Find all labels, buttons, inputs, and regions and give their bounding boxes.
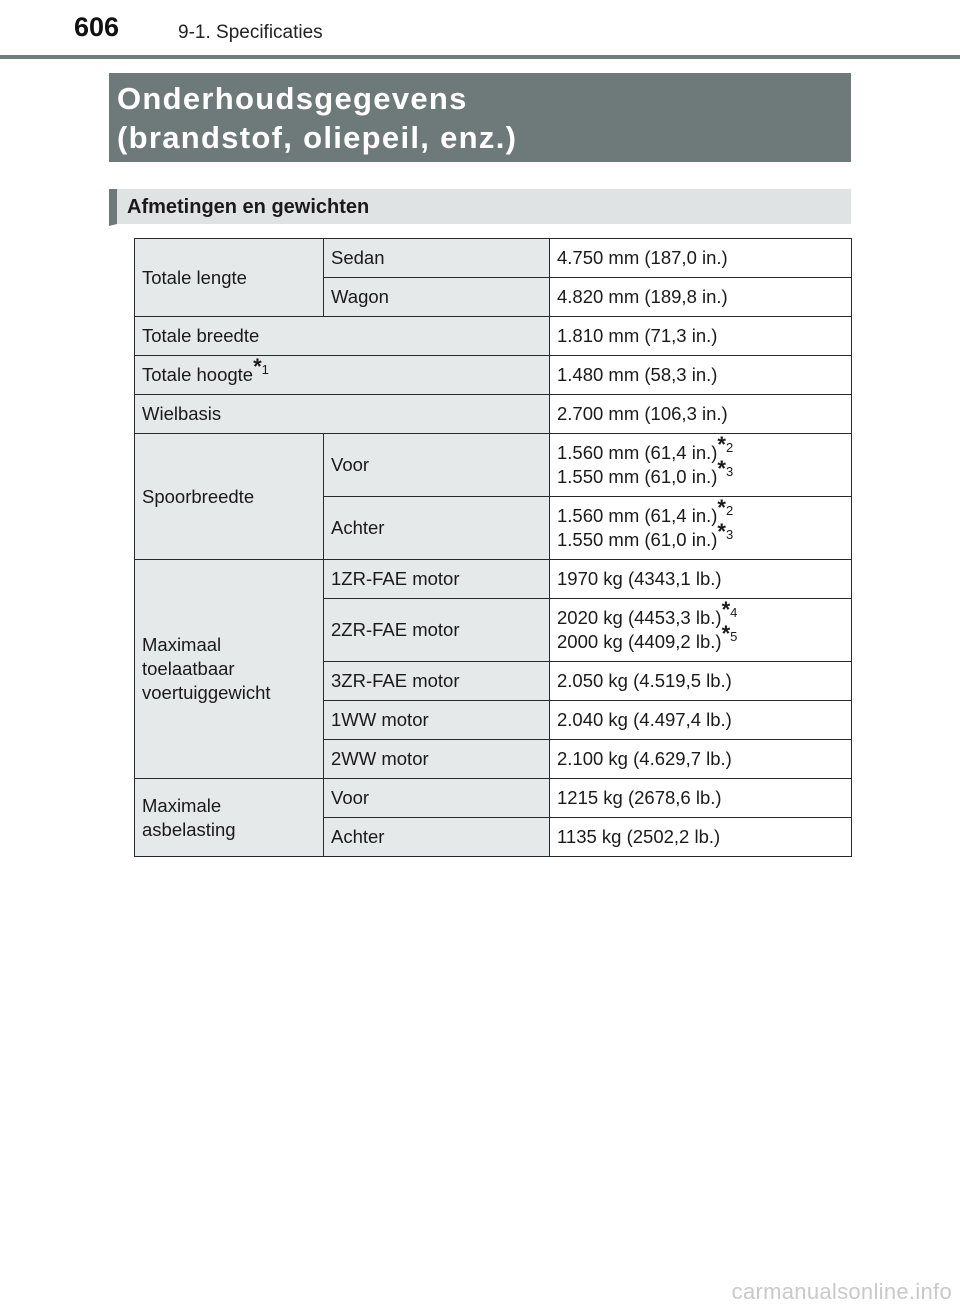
value-line: 1.550 mm (61,0 in.): [557, 466, 718, 487]
value-totale-breedte: 1.810 mm (71,3 in.): [550, 317, 852, 356]
sub-label-achter: Achter: [324, 497, 550, 560]
header-divider: [0, 55, 960, 59]
table-row: [135, 317, 852, 356]
value-asbelasting-voor: 1215 kg (2678,6 lb.): [550, 779, 852, 818]
footnote-marker: *: [717, 431, 726, 457]
footnote-number: 1: [261, 361, 269, 377]
footnote-number: 3: [725, 463, 734, 479]
value-spoorbreedte-achter: [550, 494, 852, 560]
table-row: [135, 395, 852, 434]
footnote-number: 5: [730, 628, 738, 644]
value-wagon-length: 4.820 mm (189,8 in.): [550, 278, 852, 317]
footnote-number: 2: [725, 439, 734, 455]
table-row: [135, 239, 852, 278]
table-row: [135, 560, 852, 599]
sub-label-motor: 2WW motor: [324, 740, 550, 779]
value-totale-hoogte: 1.480 mm (58,3 in.): [550, 356, 852, 395]
value-line: 1.560 mm (61,4 in.): [557, 505, 718, 526]
subsection-title: Afmetingen en gewichten: [127, 196, 370, 218]
table-row: [135, 434, 852, 497]
page-title: [109, 73, 851, 162]
value-weight: 2.050 kg (4.519,5 lb.): [550, 662, 852, 701]
row-label-max-voertuiggewicht: [135, 560, 324, 779]
row-label-wielbasis: Wielbasis: [135, 395, 550, 434]
sub-label-motor: 2ZR-FAE motor: [324, 599, 550, 662]
value-weight: [550, 596, 852, 662]
footnote-number: 2: [725, 502, 734, 518]
footnote-marker: *: [721, 596, 731, 622]
value-weight: 2.100 kg (4.629,7 lb.): [550, 740, 852, 779]
value-line: 2000 kg (4409,2 lb.): [557, 631, 722, 652]
row-label-totale-hoogte: [135, 353, 550, 395]
label-line: Maximaal: [142, 634, 222, 655]
page-title-line-1: Onderhoudsgegevens: [117, 81, 468, 116]
value-line: 2020 kg (4453,3 lb.): [557, 607, 722, 628]
footnote-marker: *: [721, 620, 731, 646]
totale-hoogte-label-text: Totale hoogte: [142, 364, 254, 385]
label-line: voertuiggewicht: [142, 682, 271, 703]
sub-label-sedan: Sedan: [324, 239, 550, 278]
sub-label-motor: 3ZR-FAE motor: [324, 662, 550, 701]
sub-label-achter: Achter: [324, 818, 550, 857]
value-sedan-length: 4.750 mm (187,0 in.): [550, 239, 852, 278]
footnote-marker: *: [253, 353, 262, 379]
sub-label-voor: Voor: [324, 434, 550, 497]
footnote-marker: *: [717, 518, 726, 544]
page-title-line-2: (brandstof, oliepeil, enz.): [117, 120, 518, 155]
footnote-marker: *: [717, 455, 726, 481]
row-label-spoorbreedte: Spoorbreedte: [135, 434, 324, 560]
label-line: Maximale: [142, 794, 222, 816]
value-wielbasis: 2.700 mm (106,3 in.): [550, 395, 852, 434]
sub-label-voor: Voor: [324, 779, 550, 818]
page-number: 606: [74, 12, 120, 42]
footnote-marker: *: [717, 494, 726, 520]
value-line: 1.550 mm (61,0 in.): [557, 529, 718, 550]
subsection-header: [109, 189, 851, 226]
value-spoorbreedte-voor: [550, 431, 852, 497]
value-weight: 2.040 kg (4.497,4 lb.): [550, 701, 852, 740]
table-row: [135, 356, 852, 395]
sub-label-motor: 1ZR-FAE motor: [324, 560, 550, 599]
row-label-max-asbelasting: [135, 779, 324, 857]
label-line: toelaatbaar: [142, 658, 235, 679]
row-label-totale-breedte: Totale breedte: [135, 317, 550, 356]
footnote-number: 3: [725, 526, 734, 542]
label-line: asbelasting: [142, 818, 236, 840]
footnote-number: 4: [730, 604, 738, 620]
table-row: [135, 779, 852, 818]
section-reference: 9-1. Specificaties: [178, 22, 323, 43]
row-label-totale-lengte: Totale lengte: [135, 239, 324, 317]
sub-label-motor: 1WW motor: [324, 701, 550, 740]
sub-label-wagon: Wagon: [324, 278, 550, 317]
value-asbelasting-achter: 1135 kg (2502,2 lb.): [550, 818, 852, 857]
value-weight: 1970 kg (4343,1 lb.): [550, 560, 852, 599]
value-line: 1.560 mm (61,4 in.): [557, 442, 718, 463]
watermark: carmanualsonline.info: [731, 1279, 952, 1304]
specifications-table: [134, 238, 852, 857]
